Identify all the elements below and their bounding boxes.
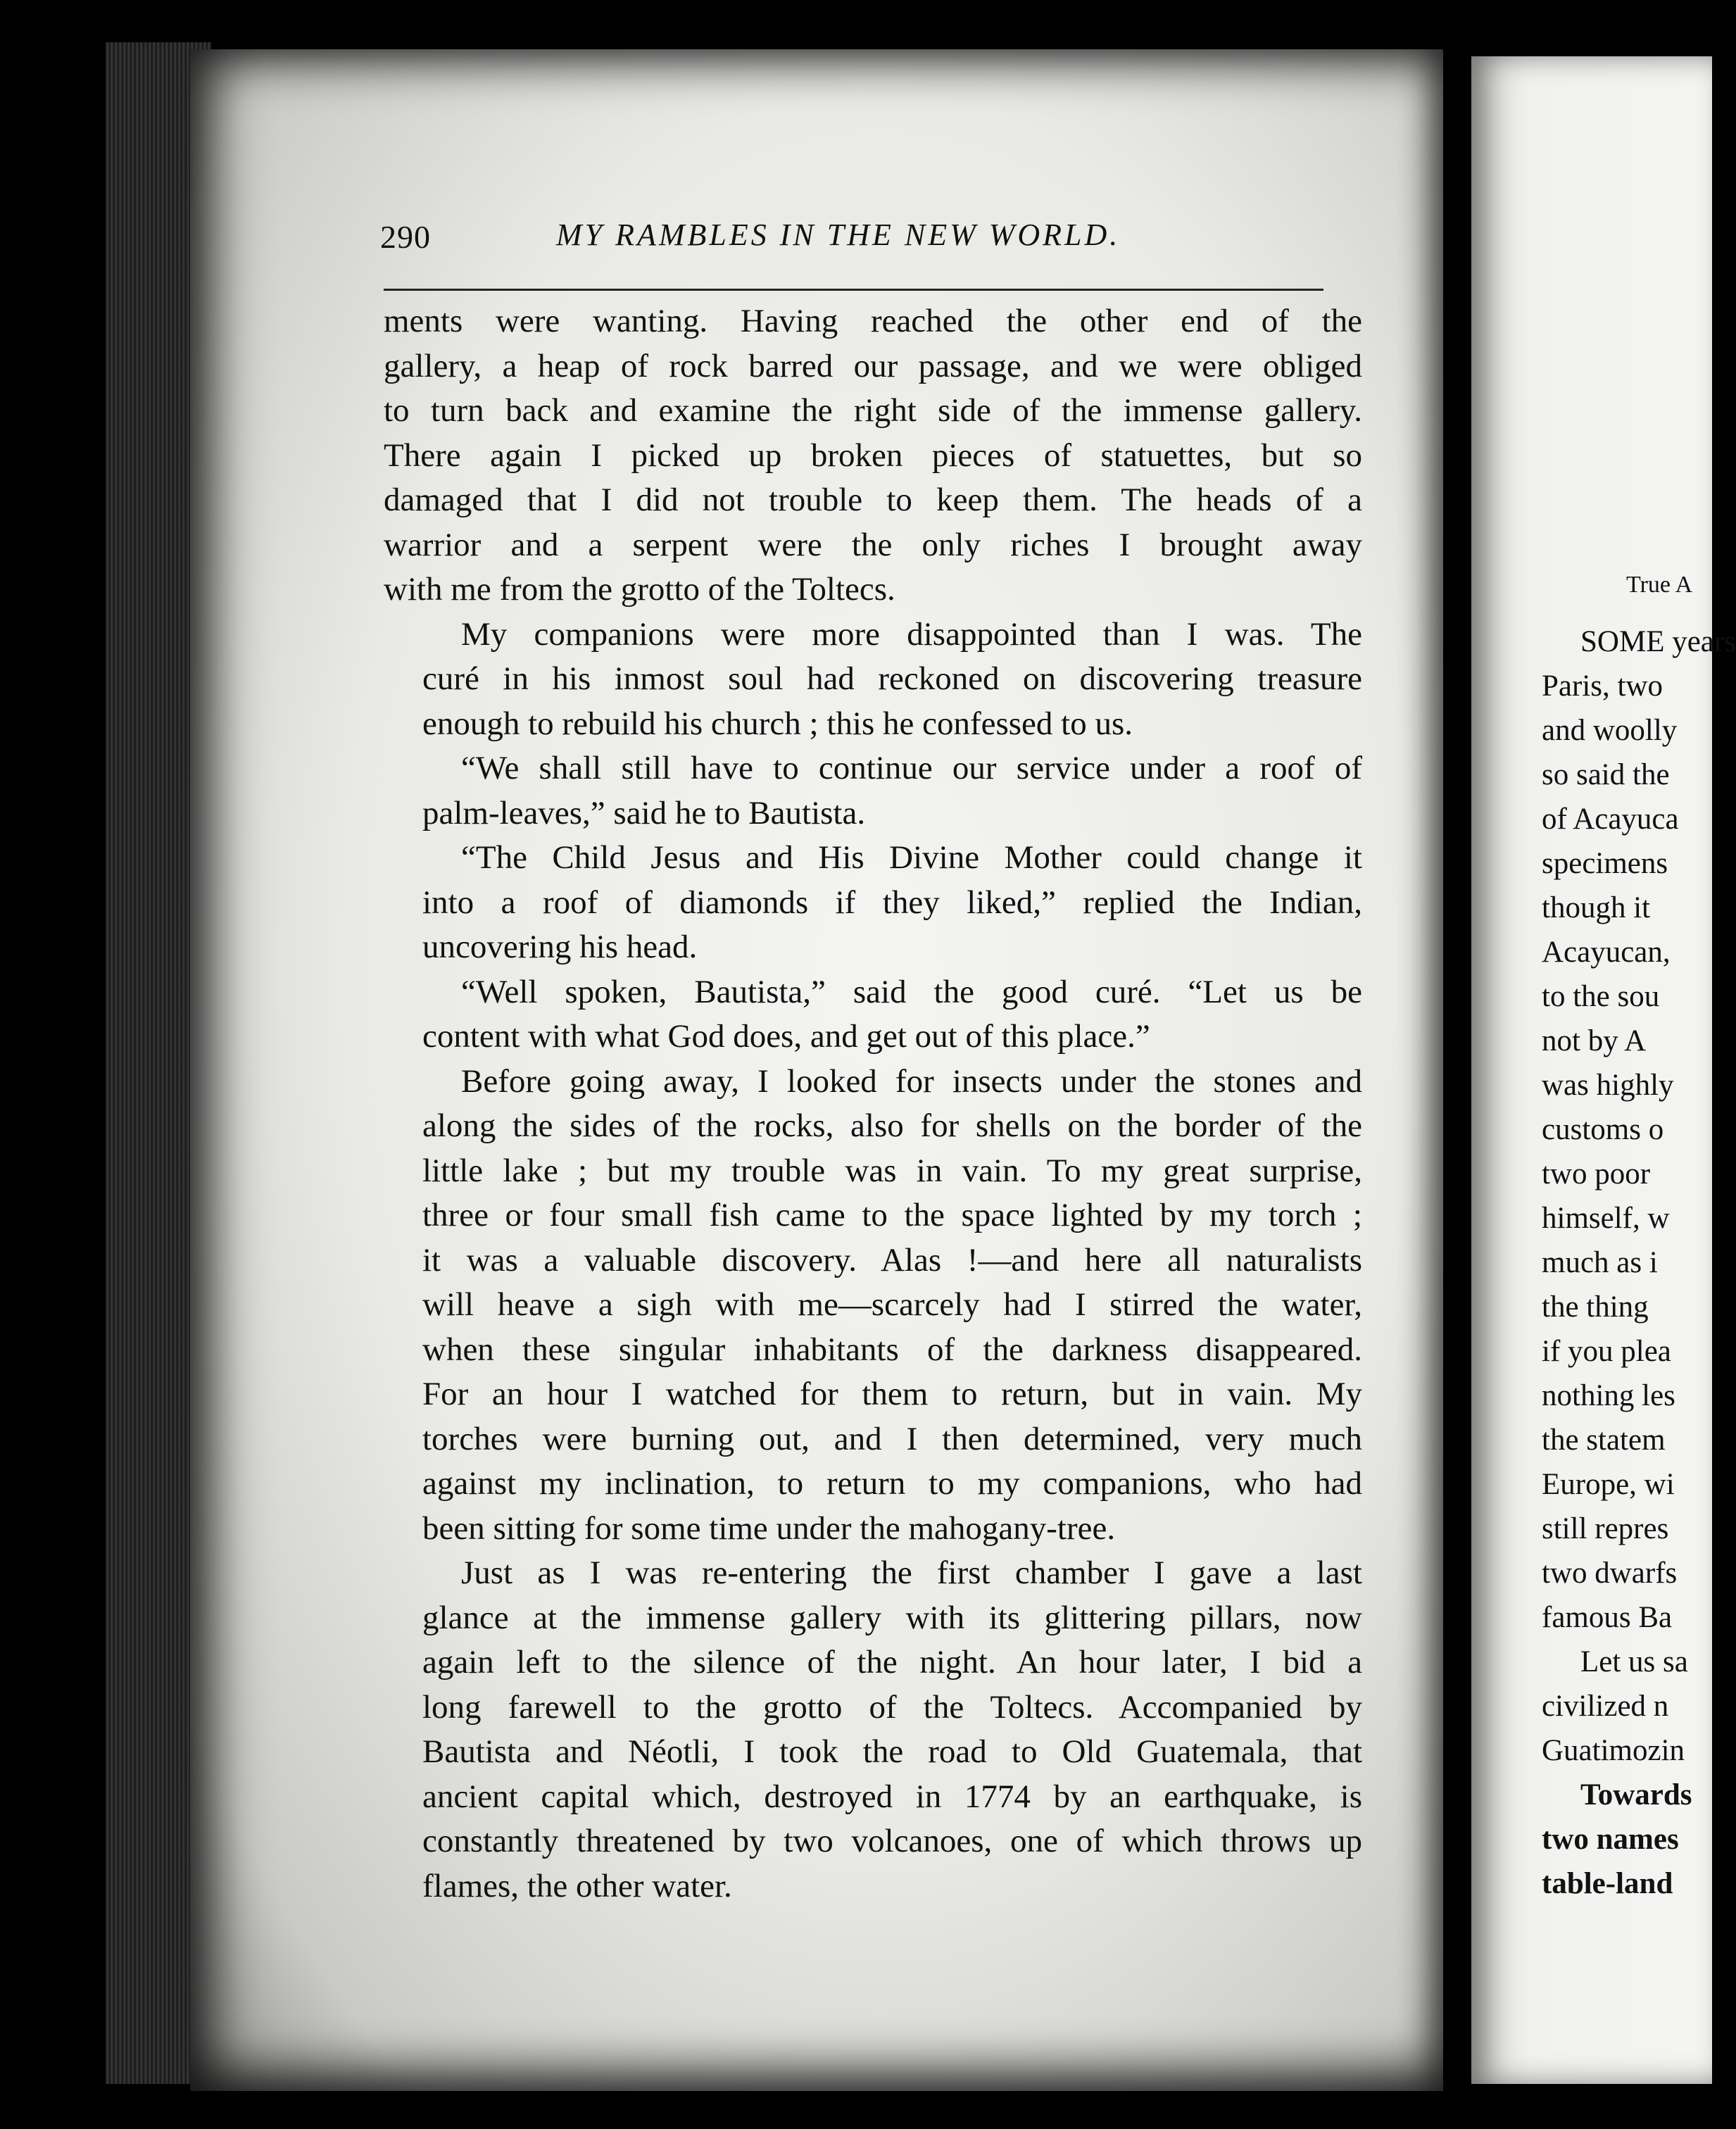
page-number: 290: [380, 219, 431, 255]
text-line: enough to rebuild his church ; this he confessed to us.: [422, 705, 1133, 742]
right-page-line: Acayucan,: [1542, 936, 1671, 969]
right-page-line: two poor: [1542, 1157, 1651, 1191]
text-line: constantly threatened by two volcanoes, one of which throws up: [422, 1823, 1362, 1859]
right-page-line: still repres: [1542, 1512, 1669, 1545]
text-line: three or four small fish came to the space lighted by my torch ;: [422, 1197, 1362, 1233]
right-page-line: Europe, wi: [1542, 1468, 1675, 1501]
text-line: palm-leaves,” said he to Bautista.: [422, 794, 866, 831]
text-line: “Well spoken, Bautista,” said the good curé. “Let us be: [461, 973, 1362, 1010]
text-line: uncovering his head.: [422, 929, 698, 965]
right-page-line: table-land: [1542, 1867, 1673, 1900]
text-line: damaged that I did not trouble to keep them. The heads of a: [384, 482, 1362, 518]
right-page-line: the statem: [1542, 1424, 1666, 1457]
text-line: ments were wanting. Having reached the other end of the: [384, 303, 1362, 339]
right-page-line: not by A: [1542, 1024, 1647, 1057]
text-line: long farewell to the grotto of the Toltecs. Accompanied by: [422, 1688, 1362, 1726]
right-page-line: famous Ba: [1542, 1601, 1673, 1634]
paragraph: [384, 970, 1362, 1060]
paragraph: [384, 1551, 1362, 1909]
right-page-heading: True A: [1626, 572, 1693, 598]
text-line: content with what God does, and get out of this place.”: [422, 1018, 1150, 1055]
right-page-line: SOME years: [1580, 625, 1736, 658]
right-page-line: and woolly: [1542, 714, 1678, 747]
text-line: along the sides of the rocks, also for shells on the border of the: [422, 1107, 1362, 1144]
paragraph: [384, 746, 1362, 836]
text-line: curé in his inmost soul had reckoned on discovering treasure: [422, 660, 1362, 697]
text-line: it was a valuable discovery. Alas !—and here all naturalists: [422, 1241, 1362, 1279]
text-line: Bautista and Néotli, I took the road to Old Guatemala, that: [422, 1733, 1362, 1770]
paragraph: [384, 836, 1362, 970]
text-line: ancient capital which, destroyed in 1774 by an earthquake, is: [422, 1778, 1362, 1815]
right-page-line: Guatimozin: [1542, 1734, 1685, 1767]
text-line: There again I picked up broken pieces of statuettes, but so: [384, 437, 1362, 474]
text-line: “The Child Jesus and His Divine Mother could change it: [461, 839, 1362, 876]
text-line: gallery, a heap of rock barred our passage, and we were obliged: [384, 347, 1362, 384]
right-page-line: so said the: [1542, 758, 1670, 791]
text-line: will heave a sigh with me—scarcely had I stirred the water,: [422, 1286, 1362, 1323]
right-page-line: the thing: [1542, 1290, 1649, 1324]
paragraph: [384, 613, 1362, 747]
right-page-line: two names: [1542, 1823, 1679, 1856]
paragraph: [384, 1060, 1362, 1552]
right-page-line: though it: [1542, 891, 1651, 924]
right-page-line: Let us sa: [1580, 1645, 1688, 1678]
text-line: For an hour I watched for them to return, but in vain. My: [422, 1376, 1362, 1412]
text-line: “We shall still have to continue our service under a roof of: [461, 750, 1362, 786]
header-rule: [384, 289, 1323, 291]
text-line: into a roof of diamonds if they liked,” replied the Indian,: [422, 884, 1362, 921]
right-page-line: civilized n: [1542, 1690, 1669, 1723]
right-page-line: nothing les: [1542, 1379, 1675, 1412]
text-line: Before going away, I looked for insects under the stones and: [461, 1062, 1362, 1100]
right-page-line: Paris, two: [1542, 670, 1663, 703]
body-text: [384, 299, 1362, 1909]
right-page-line: to the sou: [1542, 980, 1660, 1013]
text-line: glance at the immense gallery with its glittering pillars, now: [422, 1599, 1362, 1636]
text-line: to turn back and examine the right side of the immense gallery.: [384, 392, 1362, 429]
text-line: flames, the other water.: [422, 1867, 732, 1904]
right-page-line: customs o: [1542, 1113, 1664, 1146]
text-line: with me from the grotto of the Toltecs.: [384, 571, 895, 608]
text-line: again left to the silence of the night. An hour later, I bid a: [422, 1644, 1362, 1681]
text-line: against my inclination, to return to my companions, who had: [422, 1465, 1362, 1502]
running-title: MY RAMBLES IN THE NEW WORLD.: [556, 218, 1121, 252]
text-line: when these singular inhabitants of the darkness disappeared.: [422, 1331, 1362, 1368]
right-page-line: much as i: [1542, 1246, 1658, 1279]
page-header: [380, 211, 1323, 268]
book-gutter: [1443, 42, 1471, 2112]
text-line: warrior and a serpent were the only riches I brought away: [384, 526, 1362, 563]
right-page-line: if you plea: [1542, 1335, 1671, 1368]
right-page-line: was highly: [1542, 1069, 1674, 1102]
right-page-line: Towards: [1580, 1778, 1692, 1811]
right-page-line: specimens: [1542, 847, 1668, 880]
text-line: little lake ; but my trouble was in vain. To my great surprise,: [422, 1152, 1362, 1189]
right-page-text: [1542, 563, 1736, 1906]
text-line: Just as I was re-entering the first chamber I gave a last: [461, 1555, 1362, 1591]
right-page-line: of Acayuca: [1542, 803, 1679, 836]
right-page-line: himself, w: [1542, 1202, 1670, 1235]
text-line: My companions were more disappointed than I was. The: [461, 615, 1362, 653]
paragraph: [384, 299, 1362, 613]
text-line: torches were burning out, and I then determined, very much: [422, 1420, 1362, 1457]
text-line: been sitting for some time under the mahogany-tree.: [422, 1509, 1116, 1547]
right-page-line: two dwarfs: [1542, 1557, 1678, 1590]
